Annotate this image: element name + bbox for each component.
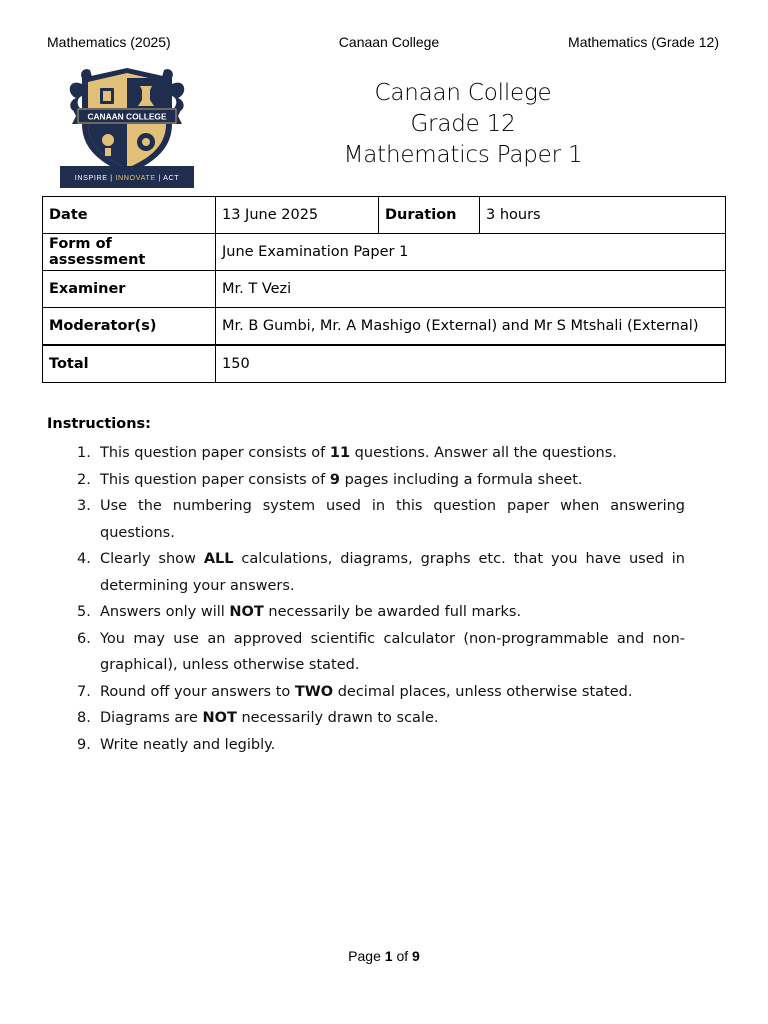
examiner-value: Mr. T Vezi	[216, 271, 726, 308]
form-label: Form of assessment	[43, 234, 216, 271]
logo-name-text: CANAAN COLLEGE	[87, 111, 167, 122]
item-text: calculations, diagrams, graphs etc. that you have used in determining your answers.	[100, 551, 685, 594]
header-right: Mathematics (Grade 12)	[568, 34, 719, 50]
duration-label: Duration	[379, 197, 480, 234]
list-item	[47, 679, 685, 706]
item-text: This question paper consists of	[100, 471, 330, 488]
list-item	[47, 626, 685, 679]
paper-title-block	[300, 78, 626, 171]
footer-page-total: 9	[412, 948, 420, 964]
list-item	[47, 493, 685, 546]
item-text: You may use an approved scientific calculator (non-programmable and non-graphical), unless otherwise stated.	[100, 630, 685, 673]
table-row	[43, 197, 726, 234]
form-value: June Examination Paper 1	[216, 234, 726, 271]
title-grade: Grade 12	[410, 111, 516, 137]
title-paper: Mathematics Paper 1	[343, 142, 583, 168]
item-number: 3.	[77, 498, 91, 514]
item-emphasis: NOT	[202, 710, 237, 726]
list-item	[47, 440, 685, 467]
school-crest-logo	[60, 64, 194, 188]
item-text: Diagrams are	[100, 710, 203, 726]
table-row	[43, 308, 726, 346]
duration-value: 3 hours	[480, 197, 726, 234]
item-text: Use the numbering system used in this question paper when answering questions.	[100, 498, 685, 541]
footer-page-word: Page	[348, 948, 385, 964]
item-text: Answers only will	[100, 604, 230, 620]
item-number: 6.	[77, 630, 91, 647]
item-text: necessarily drawn to scale.	[236, 710, 439, 726]
item-number: 4.	[77, 551, 91, 567]
table-row	[43, 345, 726, 383]
total-label: Total	[43, 345, 216, 383]
table-row	[43, 234, 726, 271]
title-school: Canaan College	[374, 80, 552, 106]
item-number: 9.	[77, 736, 91, 753]
item-text: questions. Answer all the questions.	[350, 445, 617, 461]
logo-motto-text: INSPIRE | INNOVATE | ACT	[74, 173, 180, 182]
footer-of-word: of	[392, 948, 413, 964]
header-left: Mathematics (2025)	[47, 34, 171, 50]
item-text: decimal places, unless otherwise stated.	[333, 683, 633, 700]
item-text: necessarily be awarded full marks.	[263, 604, 522, 620]
item-emphasis: 11	[329, 445, 351, 461]
item-number: 7.	[77, 683, 91, 700]
list-item	[47, 467, 685, 494]
list-item	[47, 732, 685, 759]
header-center: Canaan College	[338, 34, 440, 50]
item-text: pages including a formula sheet.	[339, 471, 583, 488]
page-footer	[0, 948, 768, 964]
instructions-list	[47, 440, 685, 758]
list-item	[47, 705, 685, 732]
item-number: 5.	[77, 604, 91, 620]
item-emphasis: TWO	[294, 683, 334, 700]
total-value: 150	[216, 345, 726, 383]
item-emphasis: ALL	[203, 551, 234, 567]
item-text: Round off your answers to	[100, 683, 295, 700]
instructions-heading: Instructions:	[47, 416, 151, 432]
assessment-info-table	[42, 196, 726, 383]
item-text: Clearly show	[100, 551, 204, 567]
examiner-label: Examiner	[43, 271, 216, 308]
footer-page-number: 1	[384, 948, 393, 964]
date-value: 13 June 2025	[216, 197, 379, 234]
item-emphasis: 9	[329, 471, 340, 488]
item-text: Write neatly and legibly.	[100, 736, 276, 753]
list-item	[47, 599, 685, 626]
item-emphasis: NOT	[229, 604, 264, 620]
item-text: This question paper consists of	[100, 445, 330, 461]
item-number: 1.	[77, 445, 91, 461]
list-item	[47, 546, 685, 599]
item-number: 8.	[77, 710, 91, 726]
date-label: Date	[43, 197, 216, 234]
item-number: 2.	[77, 471, 91, 488]
table-row	[43, 271, 726, 308]
moderator-label: Moderator(s)	[43, 308, 216, 346]
moderator-value: Mr. B Gumbi, Mr. A Mashigo (External) and Mr S Mtshali (External)	[216, 308, 726, 346]
